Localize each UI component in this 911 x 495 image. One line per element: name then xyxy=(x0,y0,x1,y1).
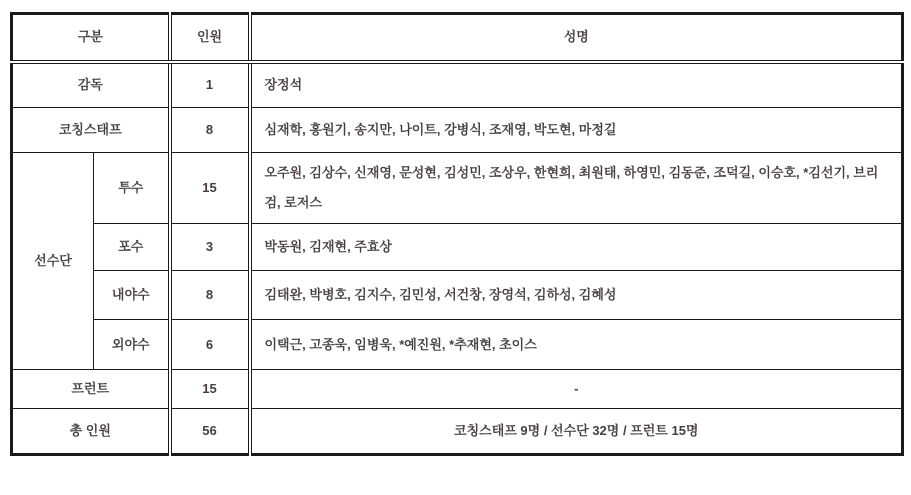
names-cell: 장정석 xyxy=(250,62,903,108)
category-label: 포수 xyxy=(94,224,170,271)
category-label: 코칭스태프 xyxy=(12,108,170,153)
row-front-office xyxy=(12,370,903,409)
names-cell: 코칭스태프 9명 / 선수단 32명 / 프런트 15명 xyxy=(250,409,903,455)
row-total xyxy=(12,409,903,455)
header-row xyxy=(12,14,903,62)
category-label: 총 인원 xyxy=(12,409,170,455)
row-catchers xyxy=(12,224,903,271)
header-category: 구분 xyxy=(12,14,170,62)
names-cell: 오주원, 김상수, 신재영, 문성현, 김성민, 조상우, 한현희, 최원태, 하영민, 김동준, 조덕길, 이승호, *김선기, 브리검, 로저스 xyxy=(250,153,903,224)
category-label: 내야수 xyxy=(94,271,170,320)
row-coaching-staff xyxy=(12,108,903,153)
header-names: 성명 xyxy=(250,14,903,62)
count-cell: 1 xyxy=(170,62,250,108)
row-pitchers xyxy=(12,153,903,224)
count-cell: 3 xyxy=(170,224,250,271)
count-cell: 8 xyxy=(170,271,250,320)
count-cell: 6 xyxy=(170,320,250,370)
count-cell: 56 xyxy=(170,409,250,455)
roster-table xyxy=(10,12,904,456)
category-label: 감독 xyxy=(12,62,170,108)
count-cell: 8 xyxy=(170,108,250,153)
names-cell: 심재학, 홍원기, 송지만, 나이트, 강병식, 조재영, 박도현, 마정길 xyxy=(250,108,903,153)
names-cell: 이택근, 고종욱, 임병욱, *예진원, *추재현, 초이스 xyxy=(250,320,903,370)
names-cell: 박동원, 김재현, 주효상 xyxy=(250,224,903,271)
names-cell: 김태완, 박병호, 김지수, 김민성, 서건창, 장영석, 김하성, 김혜성 xyxy=(250,271,903,320)
row-infielders xyxy=(12,271,903,320)
header-count: 인원 xyxy=(170,14,250,62)
player-group-label: 선수단 xyxy=(12,153,94,370)
row-outfielders xyxy=(12,320,903,370)
names-cell: - xyxy=(250,370,903,409)
category-label: 외야수 xyxy=(94,320,170,370)
category-label: 프런트 xyxy=(12,370,170,409)
category-label: 투수 xyxy=(94,153,170,224)
count-cell: 15 xyxy=(170,370,250,409)
count-cell: 15 xyxy=(170,153,250,224)
row-manager xyxy=(12,62,903,108)
